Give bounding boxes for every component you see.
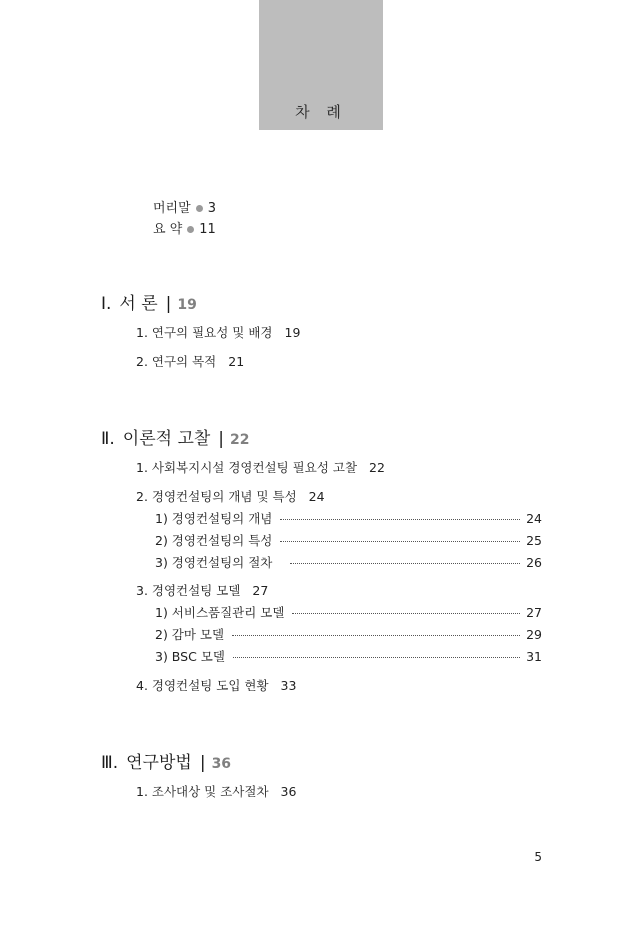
dot-leader: [280, 541, 520, 542]
subsection-page: 27: [526, 605, 542, 620]
page-number: 5: [534, 850, 542, 864]
front-matter-item[interactable]: [153, 218, 216, 237]
subsection-label: 2) 감마 모델: [155, 627, 225, 642]
section-label: 1. 조사대상 및 조사절차: [136, 784, 269, 799]
subsection-label: 3) 경영컨설팅의 절차: [155, 555, 273, 570]
subsection-label: 1) 서비스품질관리 모델: [155, 605, 285, 620]
chapter-page: 36: [211, 756, 232, 772]
section-page: 24: [308, 489, 325, 504]
subsection-page: 25: [526, 533, 542, 548]
chapter-title: 서 론: [119, 294, 158, 314]
subsection-entry[interactable]: [155, 509, 542, 527]
section-page: 36: [280, 784, 297, 799]
subsection-page: 26: [526, 555, 542, 570]
section-page: 27: [252, 583, 269, 598]
section-label: 2. 경영컨설팅의 개념 및 특성: [136, 489, 297, 504]
front-matter-item[interactable]: [153, 197, 216, 216]
section-label: 2. 연구의 목적: [136, 354, 217, 369]
bullet-dot-icon: [187, 226, 194, 233]
subsection-entry[interactable]: [155, 647, 542, 665]
subsection-label: 2) 경영컨설팅의 특성: [155, 533, 273, 548]
section-entry[interactable]: [136, 676, 296, 694]
section-label: 1. 연구의 필요성 및 배경: [136, 325, 273, 340]
chapter-heading[interactable]: Ⅰ. 서 론 | 19: [101, 294, 197, 314]
section-entry[interactable]: [136, 352, 244, 370]
section-page: 21: [228, 354, 245, 369]
section-entry[interactable]: [136, 581, 268, 599]
subsection-page: 31: [526, 649, 542, 664]
section-label: 4. 경영컨설팅 도입 현황: [136, 678, 269, 693]
toc-title: 차 례: [295, 103, 347, 121]
front-matter-label: 머리말: [153, 201, 191, 216]
section-label: 3. 경영컨설팅 모델: [136, 583, 241, 598]
section-page: 33: [280, 678, 297, 693]
bullet-dot-icon: [196, 205, 203, 212]
chapter-heading[interactable]: Ⅲ. 연구방법 | 36: [101, 753, 232, 773]
dot-leader: [280, 519, 520, 520]
chapter-number: Ⅱ.: [101, 429, 115, 449]
chapter-page: 19: [177, 297, 197, 313]
dot-leader: [233, 657, 520, 658]
section-entry[interactable]: [136, 458, 385, 476]
chapter-title: 연구방법: [126, 753, 192, 773]
subsection-entry[interactable]: [155, 625, 542, 643]
subsection-page: 24: [526, 511, 542, 526]
front-matter-page: 11: [199, 222, 216, 237]
section-page: 22: [369, 460, 385, 475]
subsection-entry[interactable]: [155, 603, 542, 621]
subsection-entry[interactable]: [155, 553, 542, 571]
dot-leader: [232, 635, 520, 636]
chapter-heading[interactable]: Ⅱ. 이론적 고찰 | 22: [101, 429, 250, 449]
section-entry[interactable]: [136, 487, 325, 505]
chapter-number: Ⅲ.: [101, 753, 119, 773]
subsection-label: 1) 경영컨설팅의 개념: [155, 511, 273, 526]
chapter-page: 22: [230, 432, 250, 448]
section-page: 19: [284, 325, 301, 340]
chapter-number: Ⅰ.: [101, 294, 112, 314]
subsection-page: 29: [526, 627, 542, 642]
section-label: 1. 사회복지시설 경영컨설팅 필요성 고찰: [136, 460, 358, 475]
front-matter-label: 요 약: [153, 222, 183, 237]
dot-leader: [292, 613, 520, 614]
subsection-entry[interactable]: [155, 531, 542, 549]
chapter-title: 이론적 고찰: [122, 429, 211, 449]
subsection-label: 3) BSC 모델: [155, 649, 225, 664]
section-entry[interactable]: [136, 782, 296, 800]
dot-leader: [290, 563, 520, 564]
toc-header-box: [259, 0, 383, 130]
front-matter-page: 3: [207, 201, 216, 216]
section-entry[interactable]: [136, 323, 300, 341]
